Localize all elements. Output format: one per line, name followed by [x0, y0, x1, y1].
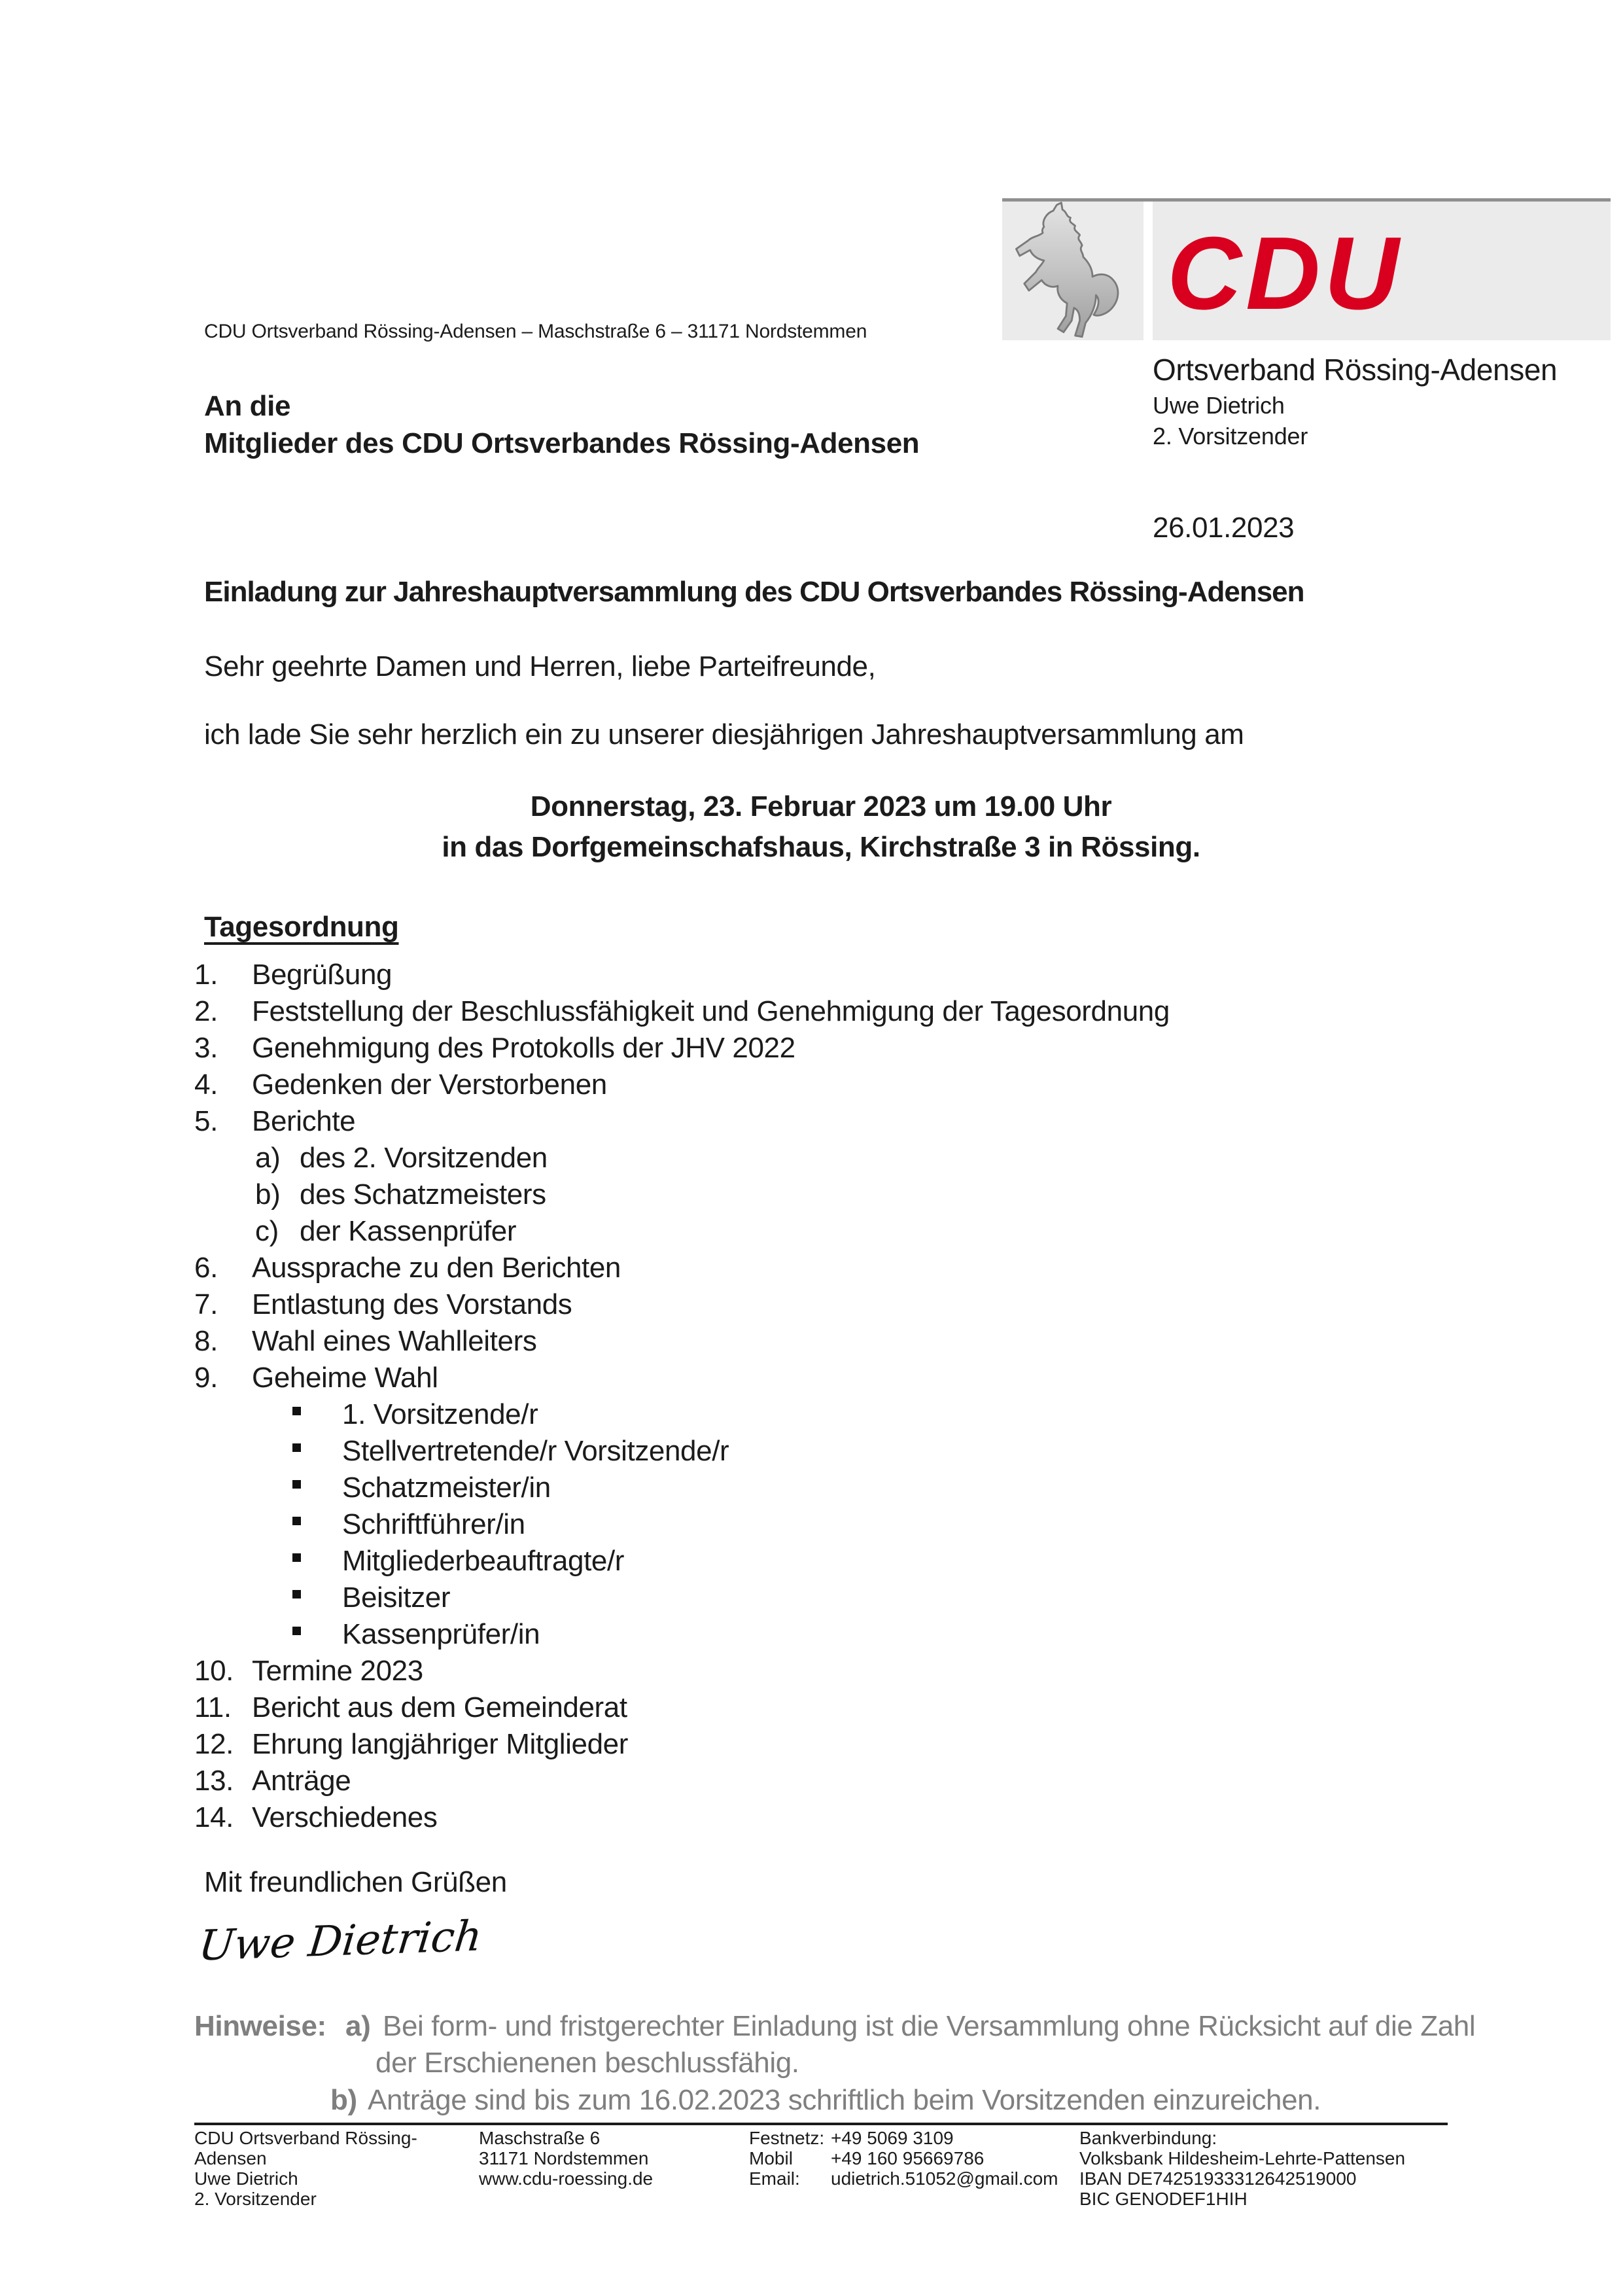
cdu-logo [1002, 198, 1611, 340]
event-location: in das Dorfgemeinschafshaus, Kirchstraße 3 in Rössing. [442, 831, 1200, 863]
recipient-line1: An die [204, 390, 291, 422]
note-line-b: b) Anträge sind bis zum 16.02.2023 schriftlich beim Vorsitzenden einzureichen. [330, 2084, 1321, 2116]
event-datetime: Donnerstag, 23. Februar 2023 um 19.00 Uhr [530, 790, 1112, 822]
footer-email: Email: udietrich.51052@gmail.com [749, 2168, 1058, 2189]
signature: Uwe Dietrich [196, 1912, 485, 1971]
letterhead-person: Uwe Dietrich [1153, 392, 1285, 419]
recipient-line2: Mitglieder des CDU Ortsverbandes Rössing-Adensen [204, 427, 920, 459]
note-a-marker: a) [345, 2010, 371, 2042]
note-b-marker: b) [330, 2084, 357, 2116]
intro-line: ich lade Sie sehr herzlich ein zu unserer diesjährigen Jahreshauptversammlung am [204, 718, 1244, 751]
letter-page: CDU Ortsverband Rössing-Adensen Uwe Dietrich 2. Vorsitzender CDU Ortsverband Rössing-Adensen – Maschstraße 6 – 31171 Nordstemmen An die Mitglieder des CDU Ortsverbandes Rössing-Adensen 26.01.2023 Einladung zur Jahreshauptversammlung des CDU Ortsverbandes Rössing-Adensen Sehr geehrte Damen und Herren, liebe Parteifreunde, ich lade Sie sehr herzlich ein zu unserer diesjährigen Jahreshauptversammlung am Donnerstag, 23. Februar 2023 um 19.00 Uhr in das Dorfgemeinschafshaus, Kirchstraße 3 in Rössing. Tagesordnung 1. Begrüßung 2. Feststellung der Beschlussfähigkeit und Genehmigung der Tagesordnung 3. Genehmigung des Protokolls der JHV 2022 4. Gedenken der Verstorbenen 5. Berichte a) des 2. Vorsitzenden b) des Schatzmeisters c) der Kassenprüfer 6. Aussprache zu den Berichten 7. Entlastung des Vorstands 8. Wahl eines Wahlleiters 9. Geheime Wahl 1. Vorsitzende/r Stellvertretende/r Vorsitzende/r Schatzmeister/in Schriftführer/in Mitgliederbeauftragte/r Beisitzer Kassenprüfer/in 10. Termine 2023 11. Bericht aus dem Gemeinderat 12. Ehrung langjähriger Mitglieder 13. Anträge 14. Verschiedenes Mit freundlichen Grüßen Uwe Dietrich Hinweise: a) Bei form- und fristgerechter Einladung ist die Versammlung ohne Rücksicht auf die Zahl der Erschienenen beschlussfähig. b) Anträge sind bis zum 16.02.2023 schriftlich beim Vorsitzenden einzureichen. CDU Ortsverband Rössing- Adensen Uwe Dietrich 2. Vorsitzender Maschstraße 6 31171 Nordstemmen www.cdu-roessing.de Festnetz: +49 5069 3109 Mobil +49 160 95669786 Email: udietrich.51052@gmail.com Bankverbindung: Volksbank Hildesheim-Lehrte-Pattensen IBAN DE74251933312642519000 BIC GENODEF1HIH [0, 0, 1623, 2296]
square-bullet-icon [292, 1443, 301, 1452]
square-bullet-icon [292, 1480, 301, 1489]
note-label: Hinweise: [194, 2010, 326, 2042]
square-bullet-icon [292, 1627, 301, 1635]
square-bullet-icon [292, 1517, 301, 1525]
square-bullet-icon [292, 1407, 301, 1415]
square-bullet-icon [292, 1553, 301, 1562]
sender-line: CDU Ortsverband Rössing-Adensen – Maschstraße 6 – 31171 Nordstemmen [204, 321, 867, 342]
note-line-a: Hinweise: a) Bei form- und fristgerechter Einladung ist die Versammlung ohne Rücksicht auf die Zahl [194, 2010, 1476, 2042]
closing-line: Mit freundlichen Grüßen [204, 1866, 507, 1898]
footer-phone: Festnetz: +49 5069 3109 [749, 2128, 954, 2148]
lower-saxony-horse-icon [1002, 202, 1143, 340]
square-bullet-icon [292, 1590, 301, 1598]
footer-iban: IBAN DE74251933312642519000 [1079, 2168, 1357, 2189]
agenda-heading: Tagesordnung [204, 911, 399, 943]
note-line-a2: der Erschienenen beschlussfähig. [375, 2047, 799, 2079]
footer-contact-column [749, 2128, 1058, 2189]
footer-mobile: Mobil +49 160 95669786 [749, 2148, 985, 2168]
footer-rule [194, 2123, 1448, 2125]
footer-website: www.cdu-roessing.de [479, 2168, 654, 2189]
letterhead-role: 2. Vorsitzender [1153, 423, 1308, 450]
letterhead-office: Ortsverband Rössing-Adensen [1153, 353, 1558, 387]
footer-bic: BIC GENODEF1HIH [1079, 2189, 1248, 2209]
letter-date: 26.01.2023 [1153, 512, 1295, 544]
cdu-wordmark-cell [1153, 202, 1611, 340]
salutation: Sehr geehrte Damen und Herren, liebe Parteifreunde, [204, 650, 876, 682]
subject-line: Einladung zur Jahreshauptversammlung des CDU Ortsverbandes Rössing-Adensen [204, 576, 1304, 608]
footer-address-column: Maschstraße 6 31171 Nordstemmen www.cdu-roessing.de [479, 2128, 654, 2189]
footer-org-column: CDU Ortsverband Rössing- Adensen Uwe Dietrich 2. Vorsitzender [194, 2128, 417, 2209]
footer-bank-column: Bankverbindung: Volksbank Hildesheim-Lehrte-Pattensen IBAN DE74251933312642519000 BIC GENODEF1HIH [1079, 2128, 1406, 2209]
cdu-wordmark: CDU [1167, 215, 1403, 331]
